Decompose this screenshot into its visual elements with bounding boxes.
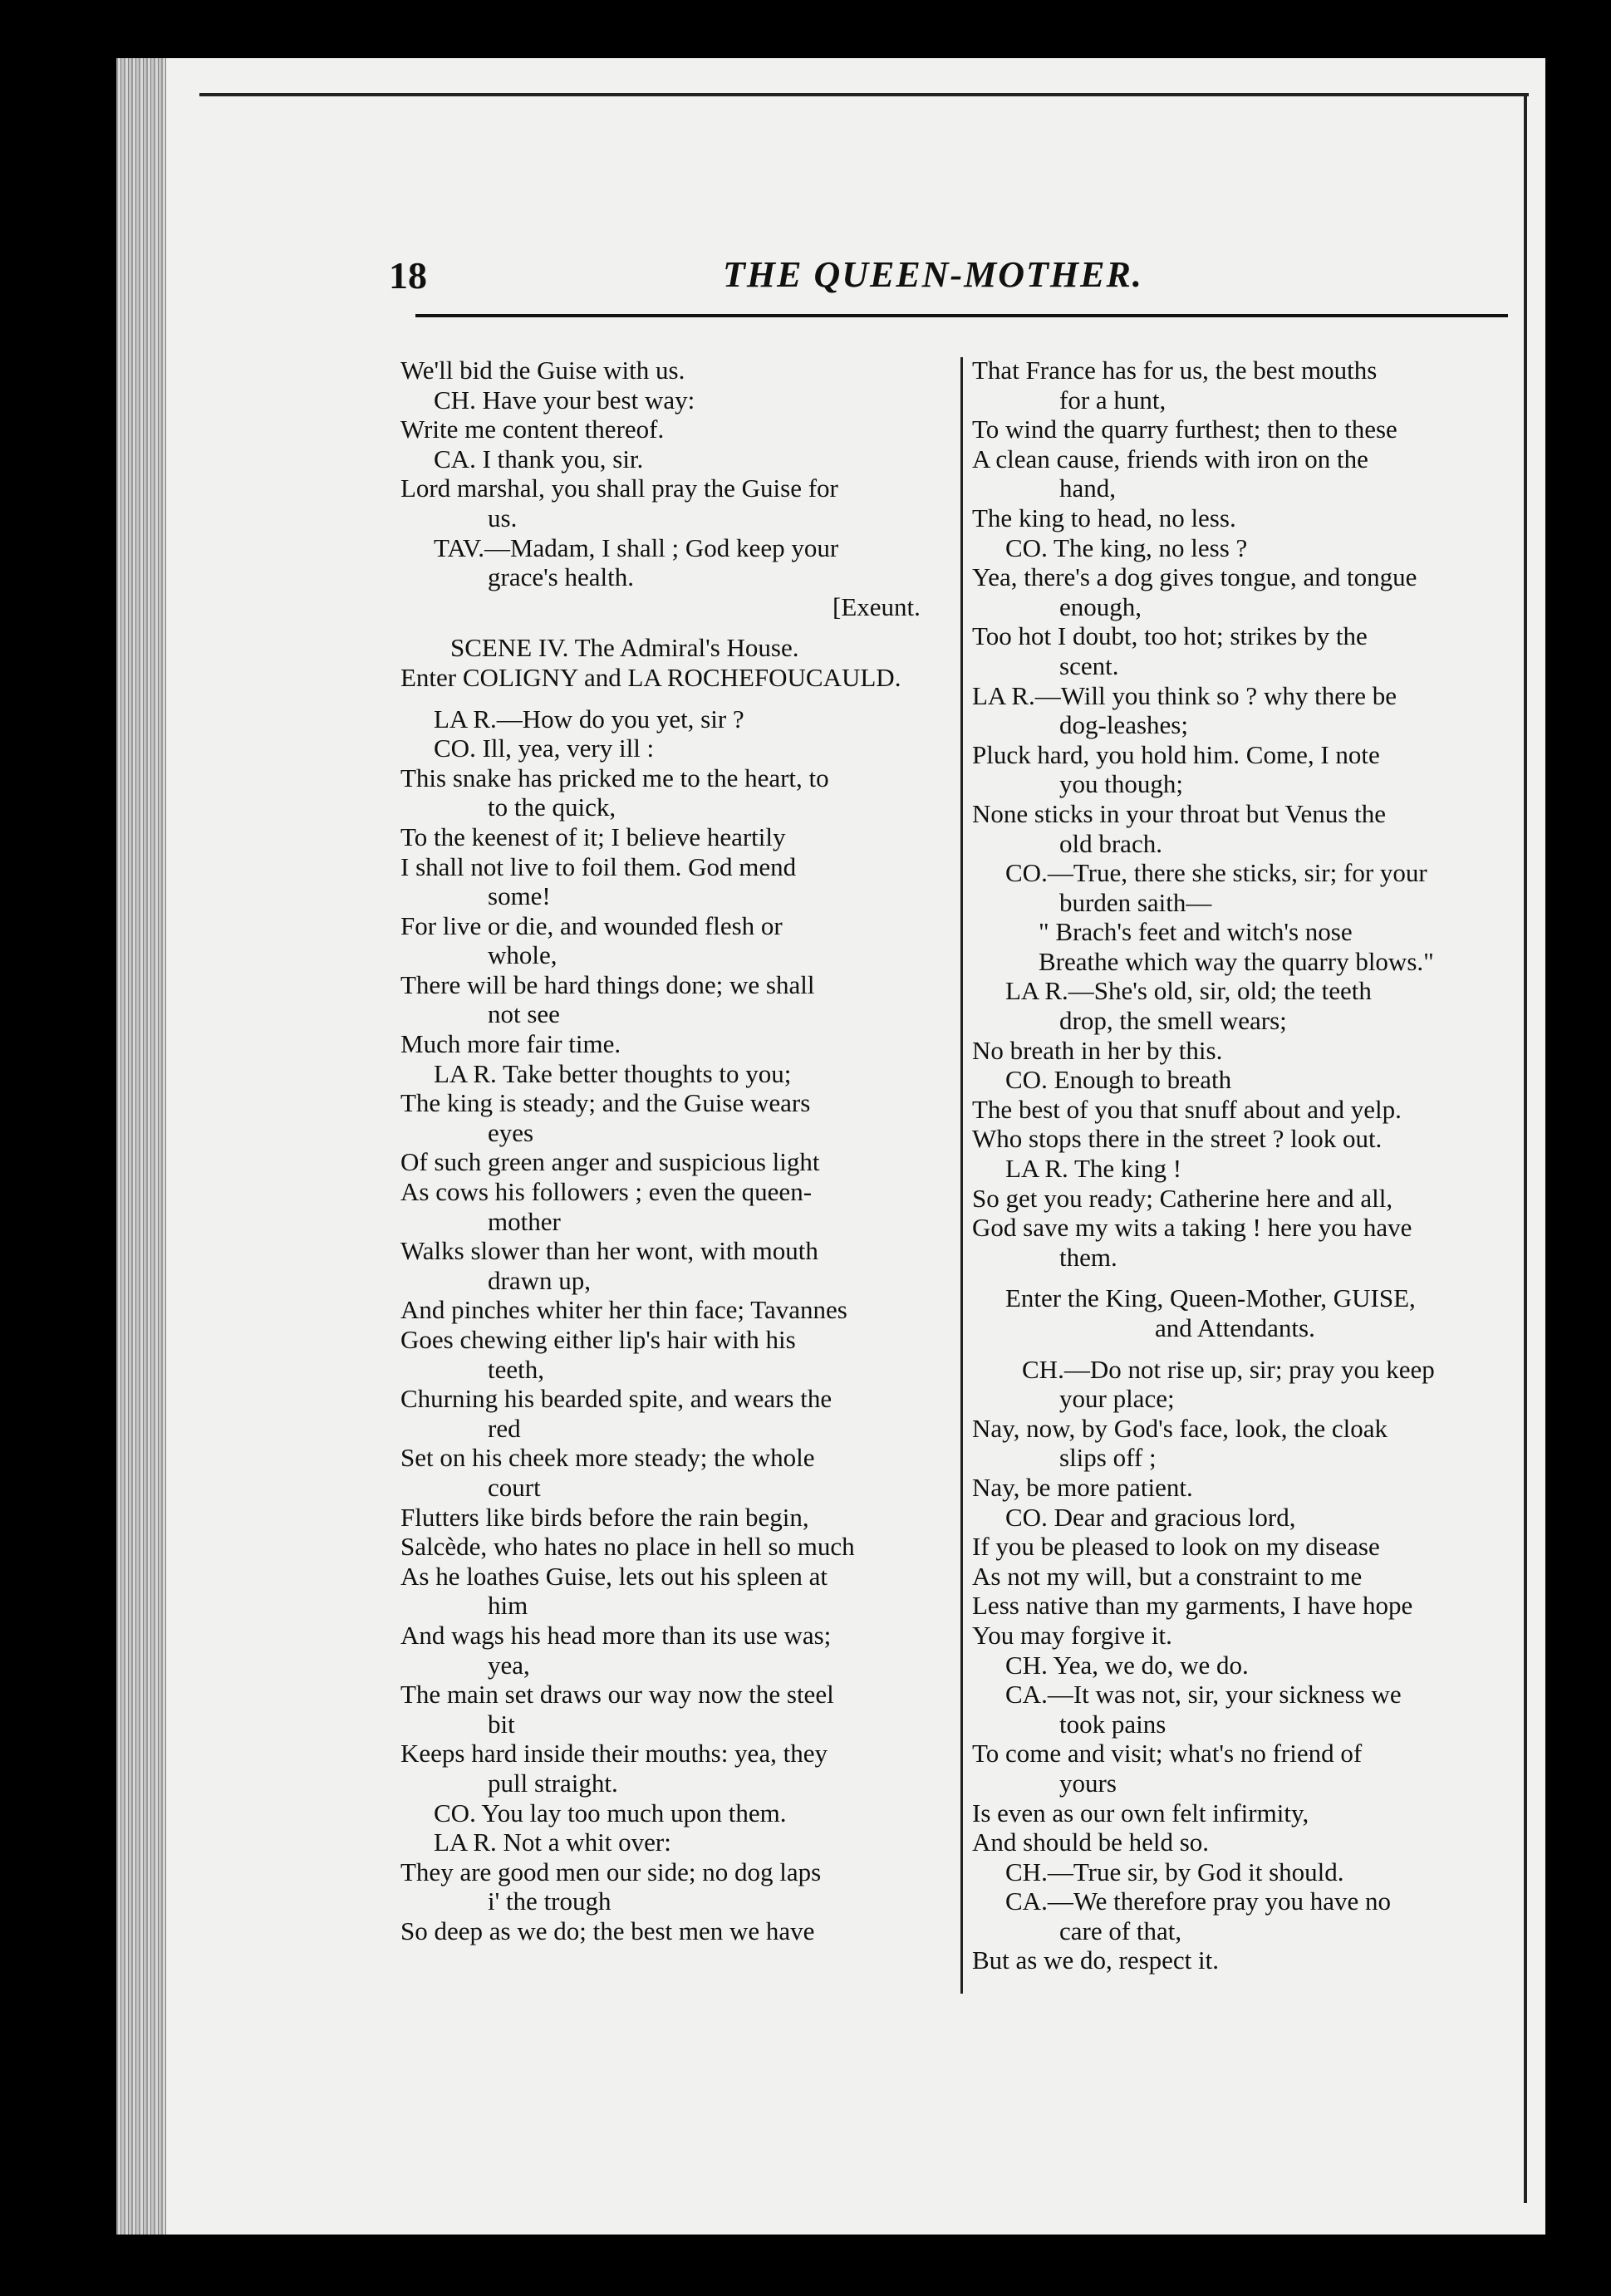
text-line: Yea, there's a dog gives tongue, and tongue — [972, 562, 1417, 592]
text-line: CO. The king, no less ? — [1005, 532, 1248, 562]
text-line: TAV.—Madam, I shall ; God keep your — [434, 532, 839, 562]
text-line — [972, 1343, 1520, 1355]
text-line: CO. Dear and gracious lord, — [1005, 1502, 1296, 1532]
text-line: whole, — [488, 940, 557, 970]
text-line: and Attendants. — [1155, 1313, 1315, 1342]
running-title: THE QUEEN-MOTHER. — [723, 254, 1143, 295]
text-line: yea, — [488, 1650, 530, 1680]
text-line: mother — [488, 1206, 561, 1236]
text-line: The main set draws our way now the steel — [400, 1680, 834, 1710]
binding-edge — [116, 58, 173, 2235]
text-line: If you be pleased to look on my disease — [972, 1532, 1380, 1562]
text-line: SCENE IV. The Admiral's House. — [450, 633, 799, 663]
text-line: LA R.—Will you think so ? why there be — [972, 680, 1397, 710]
text-line: court — [488, 1472, 541, 1502]
text-line: Less native than my garments, I have hope — [972, 1591, 1413, 1621]
text-line: enough, — [1059, 591, 1142, 621]
text-line: Flutters like birds before the rain begin, — [400, 1502, 809, 1532]
text-line: Lord marshal, you shall pray the Guise for — [400, 473, 838, 503]
text-line: Breathe which way the quarry blows." — [1039, 946, 1434, 976]
text-line: That France has for us, the best mouths — [972, 356, 1378, 385]
text-line: pull straight. — [488, 1768, 618, 1798]
text-line: to the quick, — [488, 792, 616, 822]
text-line: None sticks in your throat but Venus the — [972, 798, 1386, 828]
text-line: But as we do, respect it. — [972, 1945, 1220, 1975]
text-line: The king is steady; and the Guise wears — [400, 1088, 811, 1118]
page-number: 18 — [389, 254, 427, 297]
text-line: took pains — [1059, 1709, 1167, 1739]
text-line: CA.—We therefore pray you have no — [1005, 1886, 1392, 1916]
text-line: We'll bid the Guise with us. — [400, 356, 685, 385]
text-line: CO.—True, there she sticks, sir; for your — [1005, 858, 1427, 888]
text-line: For live or die, and wounded flesh or — [400, 910, 783, 940]
text-line: not see — [488, 999, 560, 1029]
text-line: I shall not live to foil them. God mend — [400, 851, 797, 881]
text-line: Churning his bearded spite, and wears the — [400, 1384, 833, 1414]
text-line: [Exeunt. — [833, 591, 921, 621]
text-line: Pluck hard, you hold him. Come, I note — [972, 739, 1380, 769]
text-line: Enter the King, Queen-Mother, GUISE, — [1005, 1283, 1416, 1313]
text-line: To wind the quarry furthest; then to these — [972, 415, 1397, 444]
text-line: Is even as our own felt infirmity, — [972, 1798, 1309, 1827]
text-line: LA R. Not a whit over: — [434, 1827, 671, 1857]
text-line: And pinches whiter her thin face; Tavannes — [400, 1295, 847, 1325]
text-line: CA. I thank you, sir. — [434, 444, 644, 473]
text-line: LA R. The king ! — [1005, 1154, 1182, 1184]
text-line: And should be held so. — [972, 1827, 1210, 1857]
text-line: LA R.—How do you yet, sir ? — [434, 704, 744, 733]
text-line: burden saith— — [1059, 887, 1212, 917]
text-line: scent. — [1059, 650, 1119, 680]
text-line: red — [488, 1413, 521, 1443]
text-line: To come and visit; what's no friend of — [972, 1739, 1363, 1769]
text-line — [972, 1272, 1520, 1283]
text-line: LA R.—She's old, sir, old; the teeth — [1005, 976, 1372, 1006]
text-line: As not my will, but a constraint to me — [972, 1561, 1363, 1591]
text-line: So get you ready; Catherine here and all, — [972, 1183, 1393, 1213]
text-line: Of such green anger and suspicious light — [400, 1147, 820, 1177]
text-line: Much more fair time. — [400, 1029, 621, 1059]
right-column — [972, 356, 1520, 1975]
text-line: Write me content thereof. — [400, 415, 665, 444]
text-line: slips off ; — [1059, 1443, 1157, 1473]
text-line: The king to head, no less. — [972, 503, 1236, 532]
column-divider — [960, 357, 963, 1994]
text-line: you though; — [1059, 769, 1183, 799]
text-line: teeth, — [488, 1354, 544, 1384]
text-line: " Brach's feet and witch's nose — [1039, 917, 1353, 947]
text-line: old brach. — [1059, 828, 1162, 858]
text-line: Who stops there in the street ? look out. — [972, 1124, 1383, 1154]
text-line: To the keenest of it; I believe heartily — [400, 822, 786, 851]
text-line: drawn up, — [488, 1265, 591, 1295]
left-column — [400, 356, 949, 1945]
text-line: As he loathes Guise, lets out his spleen at — [400, 1561, 828, 1591]
text-line: CH.—Do not rise up, sir; pray you keep — [1022, 1354, 1435, 1384]
text-line: Enter COLIGNY and LA ROCHEFOUCAULD. — [400, 662, 901, 692]
text-line: Nay, be more patient. — [972, 1472, 1193, 1502]
text-line: LA R. Take better thoughts to you; — [434, 1058, 792, 1088]
text-line: They are good men our side; no dog laps — [400, 1857, 822, 1886]
text-line: A clean cause, friends with iron on the — [972, 444, 1368, 473]
text-line: your place; — [1059, 1384, 1175, 1414]
text-line: You may forgive it. — [972, 1620, 1172, 1650]
text-line — [400, 621, 949, 633]
frame-right-rule — [1524, 93, 1527, 2203]
text-line: CA.—It was not, sir, your sickness we — [1005, 1680, 1402, 1710]
text-line: Salcède, who hates no place in hell so much — [400, 1532, 855, 1562]
text-line: CO. Enough to breath — [1005, 1065, 1232, 1095]
text-line: CO. Ill, yea, very ill : — [434, 733, 655, 763]
text-line: Too hot I doubt, too hot; strikes by the — [972, 621, 1368, 651]
text-line: dog-leashes; — [1059, 710, 1188, 740]
text-line: There will be hard things done; we shall — [400, 969, 815, 999]
text-line — [400, 693, 949, 704]
text-line: CO. You lay too much upon them. — [434, 1798, 787, 1827]
text-line: CH.—True sir, by God it should. — [1005, 1857, 1344, 1886]
frame-top-rule — [199, 93, 1529, 96]
text-line: bit — [488, 1709, 515, 1739]
text-line: for a hunt, — [1059, 385, 1167, 415]
text-line: No breath in her by this. — [972, 1035, 1223, 1065]
text-line: eyes — [488, 1117, 534, 1147]
text-line: care of that, — [1059, 1916, 1182, 1945]
text-line: Set on his cheek more steady; the whole — [400, 1443, 815, 1473]
text-line: This snake has pricked me to the heart, to — [400, 763, 829, 792]
text-line: CH. Have your best way: — [434, 385, 695, 415]
header-rule — [415, 314, 1508, 317]
text-line: God save my wits a taking ! here you have — [972, 1213, 1412, 1243]
text-line: The best of you that snuff about and yelp. — [972, 1094, 1402, 1124]
text-line: yours — [1059, 1768, 1117, 1798]
text-line: him — [488, 1591, 528, 1621]
text-line: drop, the smell wears; — [1059, 1006, 1287, 1036]
text-line: us. — [488, 503, 518, 532]
text-line: hand, — [1059, 473, 1117, 503]
text-line: them. — [1059, 1242, 1117, 1272]
text-line: grace's health. — [488, 562, 634, 592]
text-line: i' the trough — [488, 1886, 611, 1916]
text-line: Walks slower than her wont, with mouth — [400, 1236, 818, 1266]
text-line: Nay, now, by God's face, look, the cloak — [972, 1413, 1388, 1443]
text-line: Goes chewing either lip's hair with his — [400, 1325, 796, 1354]
text-line: And wags his head more than its use was; — [400, 1620, 832, 1650]
text-line: So deep as we do; the best men we have — [400, 1916, 815, 1945]
text-line: CH. Yea, we do, we do. — [1005, 1650, 1249, 1680]
text-line: some! — [488, 881, 551, 911]
text-line: Keeps hard inside their mouths: yea, they — [400, 1739, 828, 1769]
text-line: As cows his followers ; even the queen- — [400, 1177, 813, 1207]
